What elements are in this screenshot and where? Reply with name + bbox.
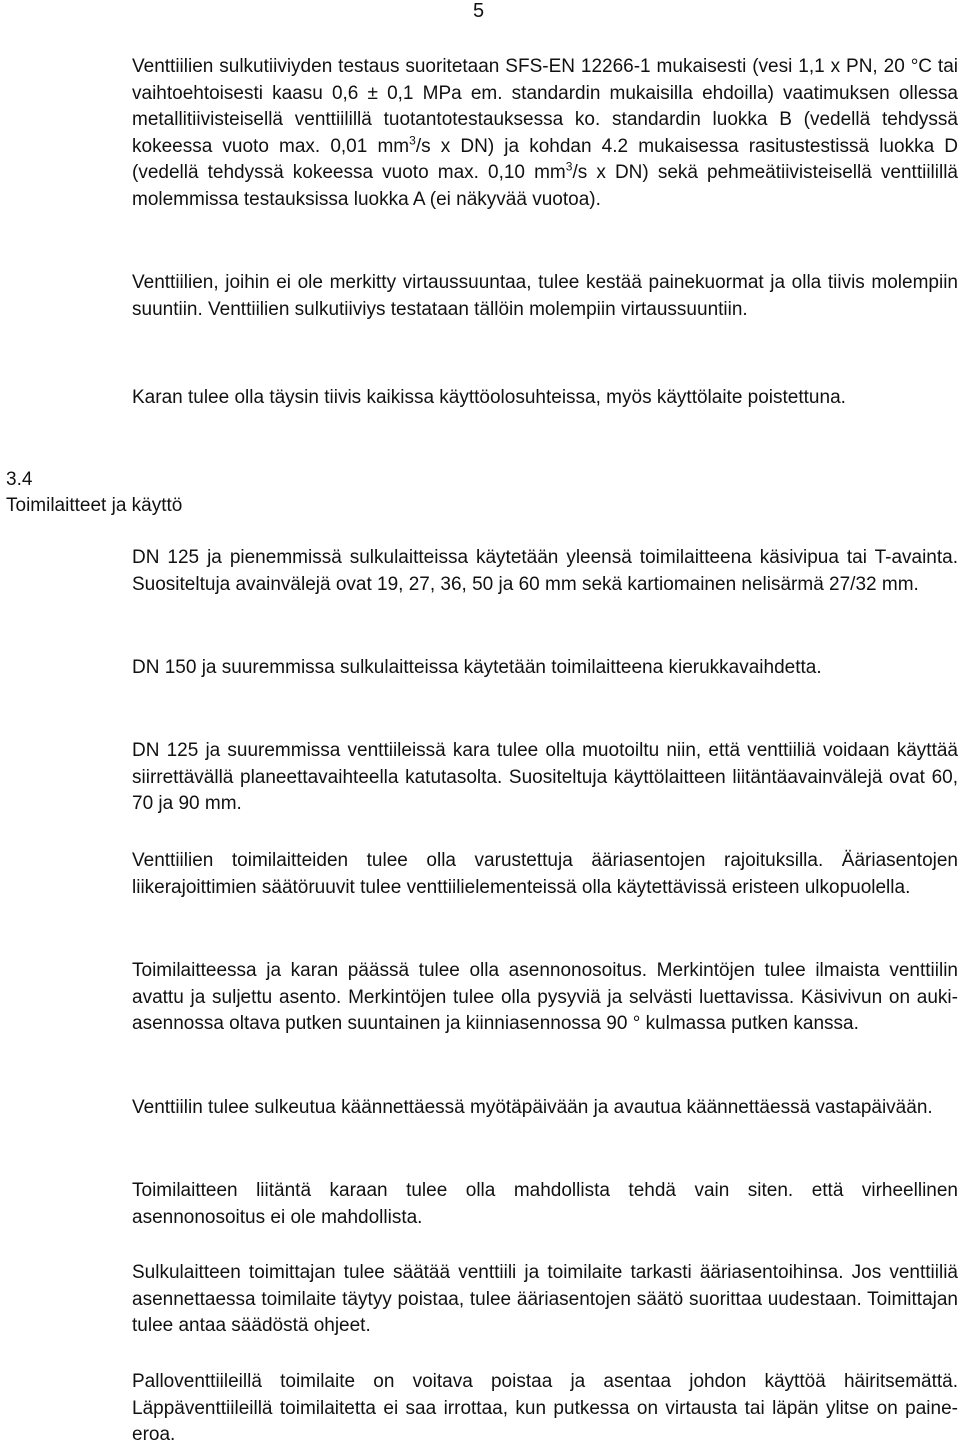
paragraph-stem-tightness: Karan tulee olla täysin tiivis kaikissa käyttöolosuhteissa, myös käyttölaite poistettuna. xyxy=(132,387,846,408)
paragraph-flow-direction: Venttiilien, joihin ei ole merkitty virtaussuuntaa, tulee kestää painekuormat ja olla tiivis molempiin suuntiin. Venttiilien sulkutiiviys testataan tällöin molempiin virtaussuuntiin. xyxy=(132,272,958,320)
paragraph-end-limits: Venttiilien toimilaitteiden tulee olla varustettuja ääriasentojen rajoituksilla. Ääriasentojen liikerajoittimien säätöruuvit tulee venttiilielementeissä olla käytettävissä eristeen ulkopuolella. xyxy=(132,850,958,898)
paragraph-actuator-removal: Palloventtiileillä toimilaite on voitava poistaa ja asentaa johdon käyttöä häiritsemättä. Läppäventtiileillä toimilaitetta ei saa irrottaa, kun putkessa on virtausta tai läpän ylitse on paine-eroa. xyxy=(132,1371,958,1445)
paragraph-planetary-gear: DN 125 ja suuremmissa venttiileissä kara tulee olla muotoiltu niin, että venttiiliä voidaan käyttää siirrettävällä planeettavaihteella katutasolta. Suositeltuja käyttölaitteen liitäntäavainvälejä ovat 60, 70 ja 90 mm. xyxy=(132,740,958,814)
superscript-exponent: 3 xyxy=(409,133,416,148)
section-number: 3.4 xyxy=(6,469,33,490)
paragraph-leak-test: Venttiilien sulkutiiviyden testaus suoritetaan SFS-EN 12266-1 mukaisesti (vesi 1,1 x PN, 20 °C tai vaihtoehtoisesti kaasu 0,6 ± 0,1 MPa em. standardin mukaisilla ehdoilla) vaatimuksen ollessa metallitiivisteisellä venttiilillä tuotantotestauksessa ko. standardin luokka B (vedellä tehdyssä kokeessa vuoto max. 0,01 $mm^3/s$ x DN) ja kohdan 4.2 mukaisessa rasitustestissä luokka D (vedellä tehdyssä kokeessa vuoto max. 0,10 $mm^3/s$ x DN) sekä pehmeätiivisteisellä venttiilillä molemmissa testauksissa luokka A (ei näkyvää vuotoa). xyxy=(132,56,958,210)
paragraph-rotation-direction: Venttiilin tulee sulkeutua käännettäessä myötäpäivään ja avautua käännettäessä vastapäivään. xyxy=(132,1097,933,1118)
page-number: 5 xyxy=(473,0,485,22)
paragraph-supplier-adjustment: Sulkulaitteen toimittajan tulee säätää venttiili ja toimilaite tarkasti ääriasentoihinsa. Jos venttiiliä asennettaessa toimilaite täytyy poistaa, tulee ääriasentojen säätö suorittaa uudestaan. Toimittajan tulee antaa säädöstä ohjeet. xyxy=(132,1262,958,1336)
paragraph-small-valves: DN 125 ja pienemmissä sulkulaitteissa käytetään yleensä toimilaitteena käsivipua tai T-avainta. Suositeltuja avainvälejä ovat 19, 27, 36, 50 ja 60 mm sekä kartiomainen nelisärmä 27/32 mm. xyxy=(132,547,958,595)
paragraph-large-valves: DN 150 ja suuremmissa sulkulaitteissa käytetään toimilaitteena kierukkavaihdetta. xyxy=(132,657,822,678)
section-title: Toimilaitteet ja käyttö xyxy=(6,495,183,516)
paragraph-position-indicator: Toimilaitteessa ja karan päässä tulee olla asennonosoitus. Merkintöjen tulee ilmaista venttiilin avattu ja suljettu asento. Merkintöjen tulee olla pysyviä ja selvästi luettavissa. Käsivivun on auki-asennossa oltava putken suuntainen ja kiinniasennossa 90 ° kulmassa putken kanssa. xyxy=(132,960,958,1034)
paragraph-actuator-coupling: Toimilaitteen liitäntä karaan tulee olla mahdollista tehdä vain siten. että virheellinen asennonosoitus ei ole mahdollista. xyxy=(132,1180,958,1228)
superscript-exponent: 3 xyxy=(565,159,573,174)
